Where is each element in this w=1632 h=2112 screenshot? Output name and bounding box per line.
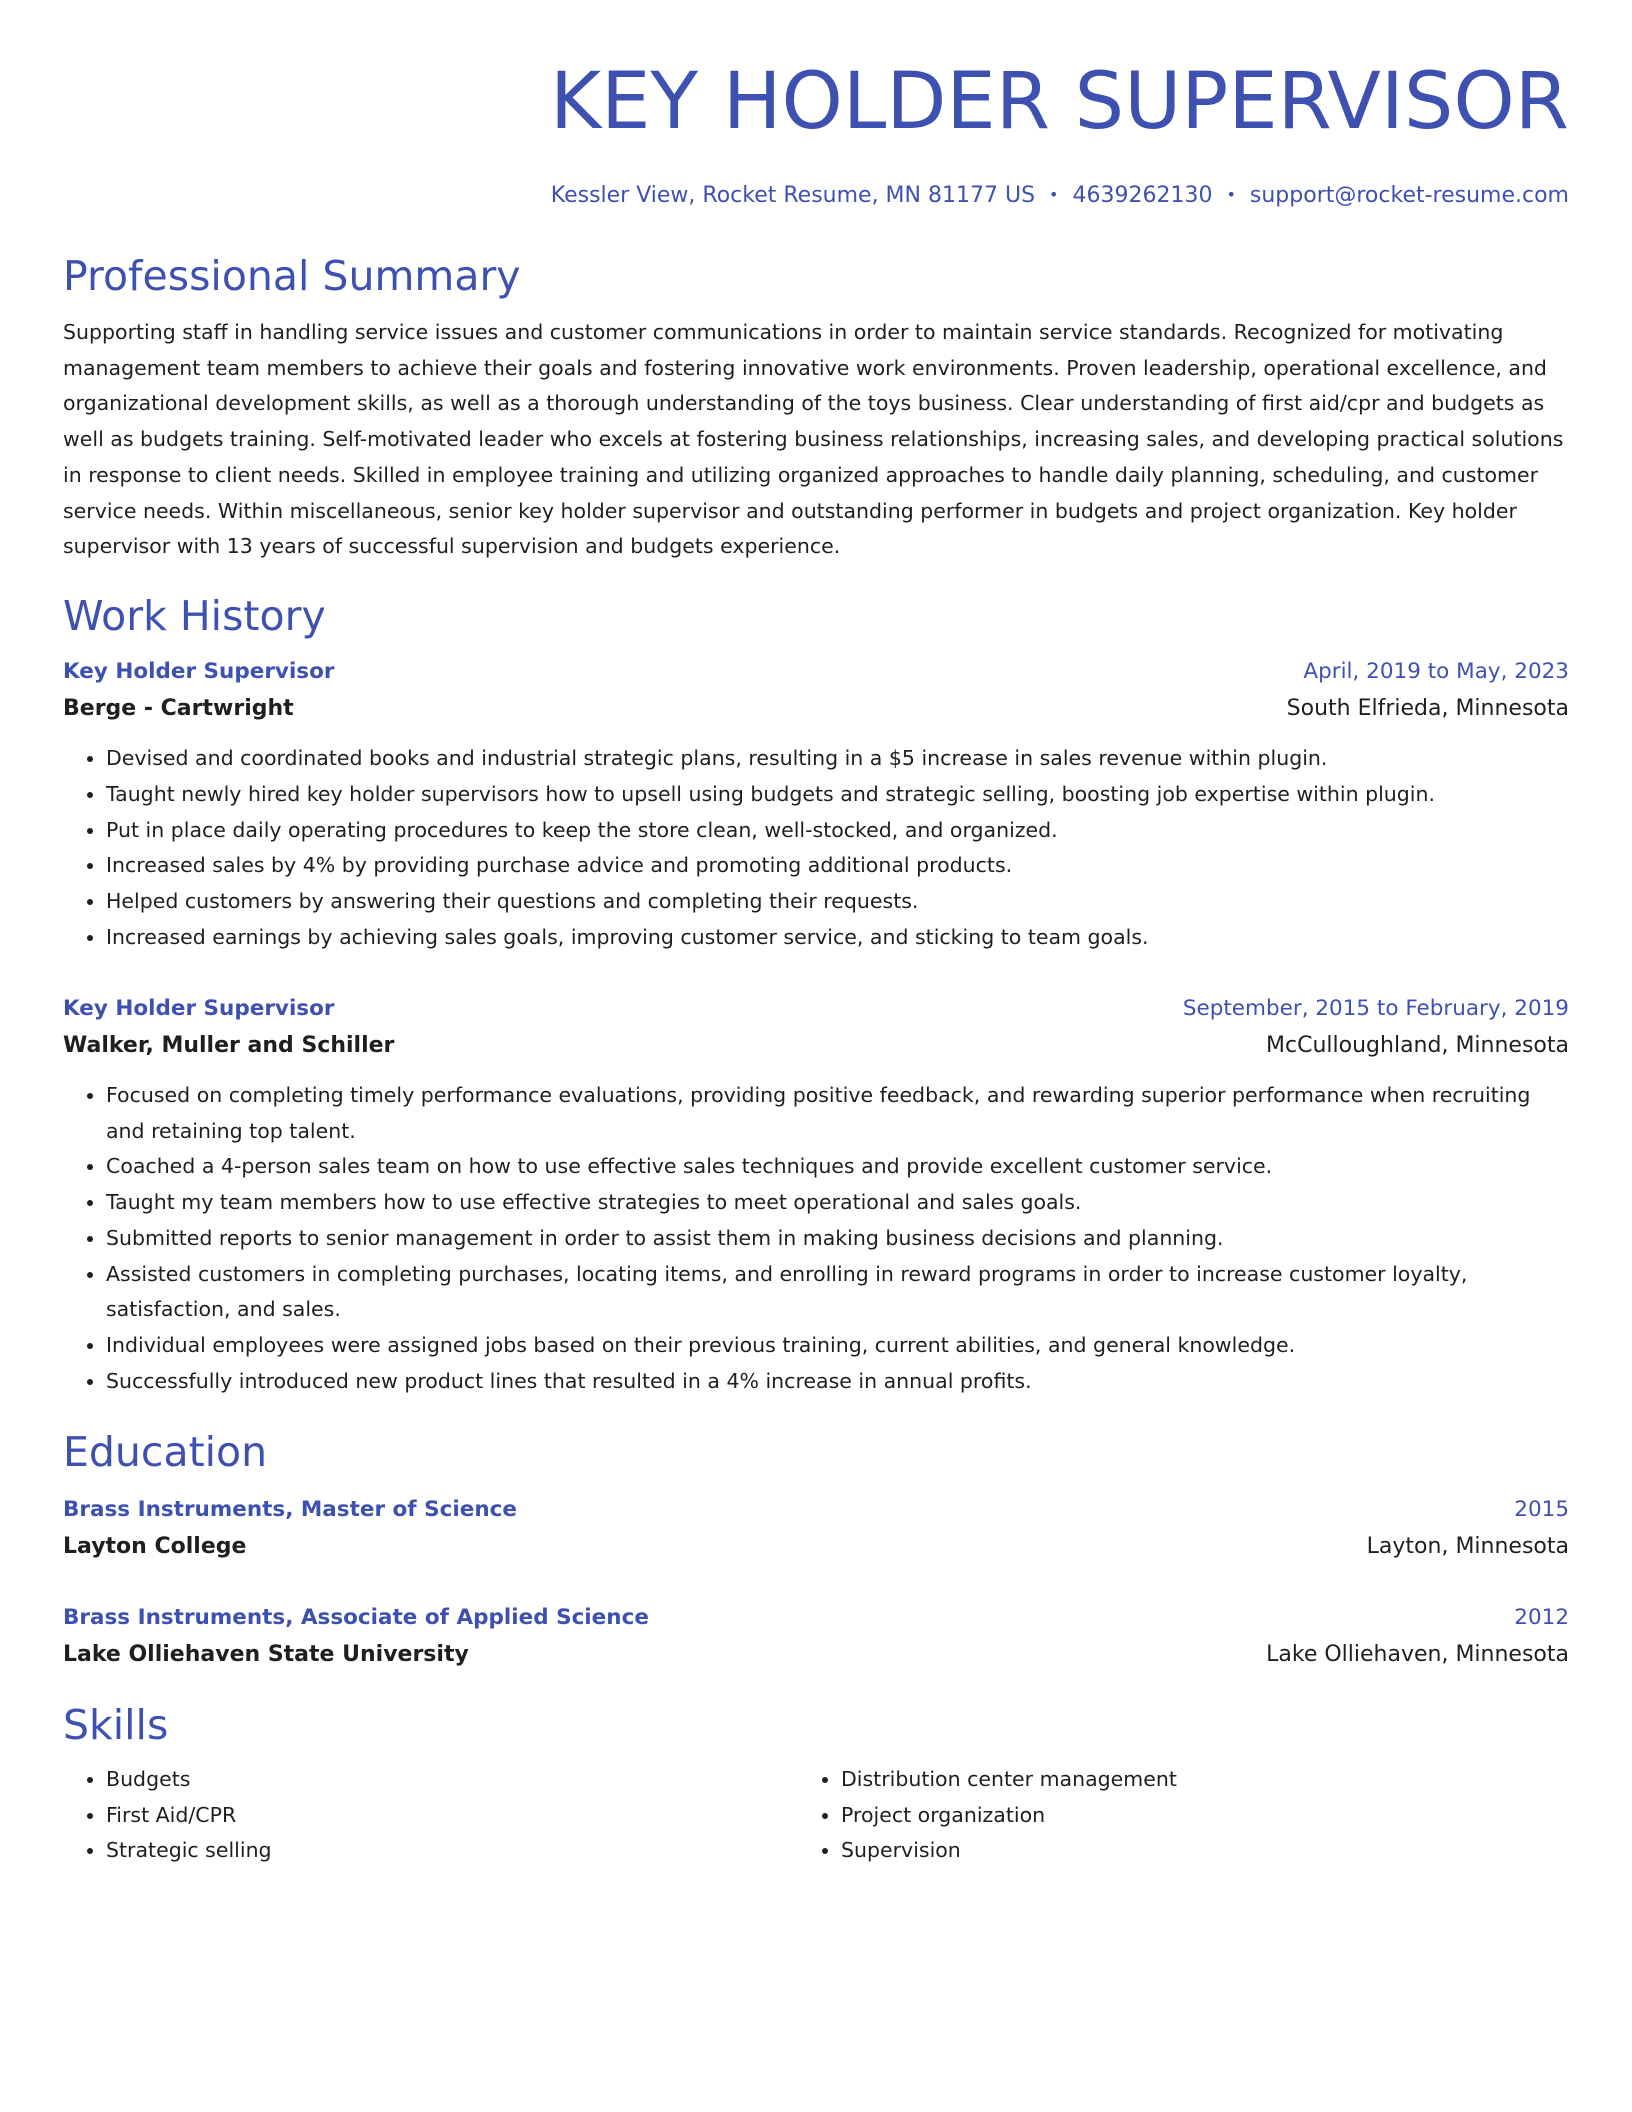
education-year: 2015 (1514, 1496, 1569, 1522)
job-bullet: • Successfully introduced new product lines that resulted in a 4% increase in annual profits. (106, 1364, 1569, 1400)
job-company: Berge - Cartwright (63, 695, 294, 721)
job-bullet: • Submitted reports to senior management in order to assist them in making business decisions and planning. (106, 1221, 1569, 1257)
applicant-title: KEY HOLDER SUPERVISOR (549, 57, 1569, 147)
job-bullet-list (63, 741, 1569, 956)
summary-section (63, 251, 1569, 565)
education-entry (63, 1599, 1569, 1673)
education-school-row (63, 1529, 1569, 1565)
education-entry (63, 1491, 1569, 1565)
job-bullet: • Taught newly hired key holder supervisors how to upsell using budgets and strategic selling, boosting job expertise within plugin. (106, 777, 1569, 813)
education-school-row (63, 1637, 1569, 1673)
job-location: South Elfrieda, Minnesota (1286, 695, 1569, 721)
job-entry (63, 653, 1569, 956)
education-header-row (63, 1491, 1569, 1529)
job-role: Key Holder Supervisor (63, 995, 335, 1021)
job-dates: September, 2015 to February, 2019 (1182, 995, 1569, 1021)
job-entry (63, 990, 1569, 1400)
education-section (63, 1427, 1569, 1673)
contact-phone: 4639262130 (1072, 183, 1213, 208)
job-bullet: • Focused on completing timely performance evaluations, providing positive feedback, and rewarding superior performance when recruiting and retaining top talent. (106, 1078, 1569, 1150)
contact-email: support@rocket-resume.com (1249, 183, 1569, 208)
job-bullet: • Helped customers by answering their questions and completing their requests. (106, 884, 1569, 920)
skill-item: • Distribution center management (841, 1762, 1533, 1798)
work-history-section (63, 591, 1569, 1400)
section-title-summary: Professional Summary (63, 252, 521, 300)
contact-line (63, 180, 1569, 211)
skills-list-left (63, 1762, 798, 1869)
job-company-row (63, 691, 1569, 727)
section-title-skills: Skills (63, 1700, 169, 1749)
job-dates: April, 2019 to May, 2023 (1303, 658, 1569, 684)
job-bullet: • Devised and coordinated books and industrial strategic plans, resulting in a $5 increase in sales revenue within plugin. (106, 741, 1569, 777)
job-bullet: • Taught my team members how to use effective strategies to meet operational and sales goals. (106, 1185, 1569, 1221)
job-bullet: • Put in place daily operating procedures to keep the store clean, well-stocked, and organized. (106, 813, 1569, 849)
education-degree: Brass Instruments, Associate of Applied Science (63, 1604, 649, 1630)
section-title-education: Education (63, 1427, 268, 1476)
education-location: Layton, Minnesota (1366, 1533, 1569, 1559)
skill-item: • First Aid/CPR (106, 1798, 798, 1834)
education-header-row (63, 1599, 1569, 1637)
education-year: 2012 (1514, 1604, 1569, 1630)
job-bullet: • Coached a 4-person sales team on how to use effective sales techniques and provide excellent customer service. (106, 1149, 1569, 1185)
summary-text: Supporting staff in handling service issues and customer communications in order to maintain service standards. Recognized for motivating management team members to achieve their goals and fostering innovative work environments. Proven leadership, operational excellence, and organizational development skills, as well as a thorough understanding of the toys business. Clear understanding of first aid/cpr and budgets as well as budgets training. Self-motivated leader who excels at fostering business relationships, increasing sales, and developing practical solutions in response to client needs. Skilled in employee training and utilizing organized approaches to handle daily planning, scheduling, and customer service needs. Within miscellaneous, senior key holder supervisor and outstanding performer in budgets and project organization. Key holder supervisor with 13 years of successful supervision and budgets experience. (63, 320, 1564, 559)
skills-section (63, 1700, 1569, 1869)
education-school: Layton College (63, 1533, 247, 1559)
contact-separator: • (1226, 185, 1236, 204)
skill-item: • Project organization (841, 1798, 1533, 1834)
job-company-row (63, 1028, 1569, 1064)
job-bullet: • Assisted customers in completing purchases, locating items, and enrolling in reward programs in order to increase customer loyalty, satisfaction, and sales. (106, 1257, 1569, 1329)
job-header-row (63, 990, 1569, 1028)
education-location: Lake Olliehaven, Minnesota (1266, 1641, 1569, 1667)
resume-header (63, 52, 1569, 211)
job-bullet: • Increased earnings by achieving sales goals, improving customer service, and sticking to team goals. (106, 920, 1569, 956)
education-degree: Brass Instruments, Master of Science (63, 1496, 517, 1522)
contact-separator: • (1049, 185, 1059, 204)
skill-item: • Supervision (841, 1833, 1533, 1869)
job-bullet: • Increased sales by 4% by providing purchase advice and promoting additional products. (106, 848, 1569, 884)
skills-list-right (798, 1762, 1533, 1869)
section-title-work-history: Work History (63, 591, 326, 640)
job-bullet-list (63, 1078, 1569, 1400)
job-bullet: • Individual employees were assigned jobs based on their previous training, current abilities, and general knowledge. (106, 1328, 1569, 1364)
job-location: McCulloughland, Minnesota (1266, 1032, 1569, 1058)
skill-item: • Strategic selling (106, 1833, 798, 1869)
job-company: Walker, Muller and Schiller (63, 1032, 395, 1058)
skills-columns (63, 1762, 1569, 1869)
contact-address: Kessler View, Rocket Resume, MN 81177 US (550, 183, 1036, 208)
skill-item: • Budgets (106, 1762, 798, 1798)
job-role: Key Holder Supervisor (63, 658, 335, 684)
job-header-row (63, 653, 1569, 691)
education-school: Lake Olliehaven State University (63, 1641, 469, 1667)
